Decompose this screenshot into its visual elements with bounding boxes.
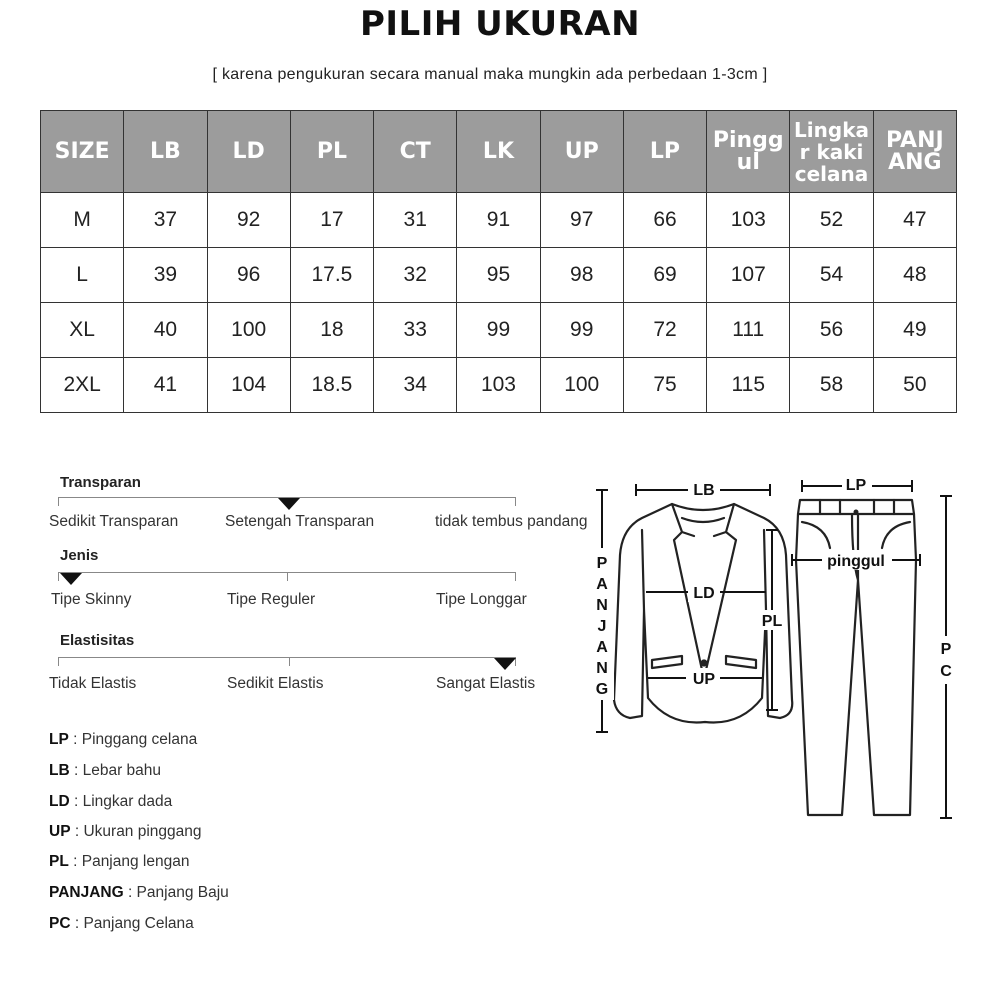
header-lingkar-kaki-celana [790,111,873,193]
table-cell: 41 [124,358,207,413]
option-setengah-transparan: Setengah Transparan [225,513,375,530]
table-cell: 31 [374,193,457,248]
header-panjang [873,111,956,193]
legend-text: : Lebar bahu [69,762,162,779]
selected-marker-triangle-icon [60,573,82,585]
label-pc-letter: P [940,641,952,658]
scale-label-jenis: Jenis [60,547,99,564]
table-cell: 99 [457,303,540,358]
table-cell: 18.5 [290,358,373,413]
table-cell: 17.5 [290,248,373,303]
selected-marker-triangle-icon [494,658,516,670]
table-cell: 40 [124,303,207,358]
option-tipe-skinny: Tipe Skinny [51,591,132,608]
table-cell: 104 [207,358,290,413]
table-cell: 99 [540,303,623,358]
table-cell: 92 [207,193,290,248]
legend-abbr: LP [49,731,69,748]
legend-abbr: PC [49,915,71,932]
legend-item-ld [49,793,172,811]
label-panjang-letter: J [597,618,607,635]
header-lk: LK [457,111,540,193]
scale-tick [287,572,288,581]
table-cell: 54 [790,248,873,303]
table-header-row [41,111,957,193]
legend-text: : Panjang lengan [68,853,190,870]
option-sedikit-transparan: Sedikit Transparan [49,513,179,530]
scale-label-elastisitas: Elastisitas [60,632,135,649]
table-cell: 98 [540,248,623,303]
legend-item-lb [49,762,161,780]
page-title: PILIH UKURAN [359,4,641,44]
table-cell: 72 [623,303,706,358]
header-ct: CT [374,111,457,193]
label-panjang-letter: N [596,660,608,677]
jacket-button-icon [702,661,707,666]
scale-tick [58,657,59,666]
table-cell: L [41,248,124,303]
table-cell: 103 [457,358,540,413]
table-cell: 47 [873,193,956,248]
table-cell: 52 [790,193,873,248]
table-cell: 49 [873,303,956,358]
table-cell: 100 [207,303,290,358]
legend-item-pc [49,915,194,933]
measurement-illustration [590,470,990,840]
scale-label-transparan: Transparan [60,474,141,491]
label-panjang-letter: A [596,576,608,593]
header-panjang-line: ANG [888,149,942,175]
legend-text: : Lingkar dada [69,793,173,810]
legend-item-panjang [49,884,229,902]
header-lp: LP [623,111,706,193]
table-cell: 75 [623,358,706,413]
legend-text: : Ukuran pinggang [70,823,202,840]
option-tipe-longgar: Tipe Longgar [436,591,527,608]
table-cell: 34 [374,358,457,413]
table-cell: 66 [623,193,706,248]
table-cell: 96 [207,248,290,303]
table-cell: 2XL [41,358,124,413]
selected-marker-triangle-icon [278,498,300,510]
table-cell: 48 [873,248,956,303]
table-cell: 97 [540,193,623,248]
label-panjang-letter: N [596,597,608,614]
header-pinggul [707,111,790,193]
table-row [41,358,957,413]
header-pinggul-line: ul [736,149,760,175]
legend-item-lp [49,731,197,749]
header-pl: PL [290,111,373,193]
option-sedikit-elastis: Sedikit Elastis [227,675,324,692]
table-cell: XL [41,303,124,358]
table-cell: 39 [124,248,207,303]
table-cell: 58 [790,358,873,413]
pants-outline-icon [796,500,916,815]
label-panjang-letter: G [595,681,609,698]
table-cell: 111 [707,303,790,358]
scale-tick [58,497,59,506]
table-cell: 69 [623,248,706,303]
header-pinggul-line: Pingg [712,127,784,153]
label-pinggul: pinggul [827,553,885,570]
legend-abbr: LB [49,762,70,779]
header-ld: LD [207,111,290,193]
legend-text: : Pinggang celana [68,731,198,748]
option-tipe-reguler: Tipe Reguler [227,591,316,608]
legend-abbr: PL [49,853,69,870]
table-cell: 56 [790,303,873,358]
table-cell: 50 [873,358,956,413]
legend-text: : Panjang Baju [123,884,229,901]
table-cell: 32 [374,248,457,303]
label-ld: LD [693,585,715,602]
table-cell: 17 [290,193,373,248]
header-lingkar-line: Lingka [794,117,869,142]
scale-line-elastisitas [58,657,516,658]
option-sangat-elastis: Sangat Elastis [436,675,536,692]
legend-abbr: UP [49,823,71,840]
table-cell: M [41,193,124,248]
label-panjang-letter: A [596,639,608,656]
header-panjang-line: PANJ [885,127,944,153]
legend-item-pl [49,853,189,871]
label-up: UP [692,671,716,688]
option-tidak-tembus-pandang: tidak tembus pandang [435,513,588,530]
legend-abbr: LD [49,793,70,810]
table-cell: 91 [457,193,540,248]
table-cell: 95 [457,248,540,303]
jacket-pocket-icon [726,656,756,668]
table-cell: 33 [374,303,457,358]
label-pl: PL [761,613,783,630]
table-row [41,303,957,358]
table-row [41,248,957,303]
pants-fly-icon [852,514,858,580]
header-up: UP [540,111,623,193]
scale-tick [289,657,290,666]
legend-text: : Panjang Celana [70,915,194,932]
jacket-pocket-icon [652,656,682,668]
table-row [41,193,957,248]
option-tidak-elastis: Tidak Elastis [49,675,137,692]
legend-abbr: PANJANG [49,884,124,901]
jacket-collar-icon [682,518,724,522]
table-cell: 18 [290,303,373,358]
label-pc-letter: C [940,663,952,680]
scale-tick [515,497,516,506]
size-chart-table [40,110,957,413]
scale-tick [58,572,59,581]
label-lb: LB [693,482,715,499]
label-lp: LP [845,477,867,494]
header-lb: LB [124,111,207,193]
table-cell: 100 [540,358,623,413]
legend-item-up [49,823,202,841]
table-cell: 115 [707,358,790,413]
pants-button-icon [854,510,859,515]
label-panjang-letter: P [596,555,608,572]
table-cell: 103 [707,193,790,248]
table-cell: 107 [707,248,790,303]
header-size: SIZE [41,111,124,193]
header-lingkar-line: celana [794,161,869,186]
scale-tick [515,572,516,581]
table-cell: 37 [124,193,207,248]
measurement-note: [ karena pengukuran secara manual maka mungkin ada perbedaan 1-3cm ] [212,66,768,83]
header-lingkar-line: r kaki [799,139,864,164]
pants-pocket-icon [802,522,910,548]
